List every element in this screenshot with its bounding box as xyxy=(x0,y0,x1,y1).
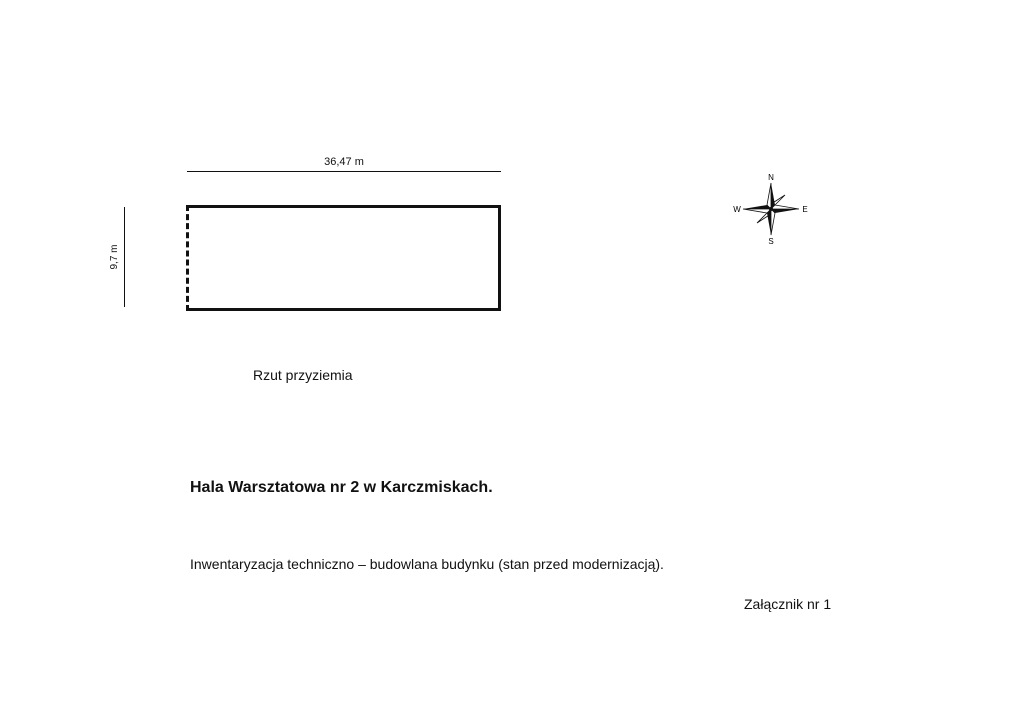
document-subtitle: Inwentaryzacja techniczno – budowlana budynku (stan przed modernizacją). xyxy=(190,556,664,572)
compass-south-label: S xyxy=(768,237,774,246)
width-dimension-line xyxy=(187,171,501,172)
attachment-label: Załącznik nr 1 xyxy=(744,596,832,612)
document-title: Hala Warsztatowa nr 2 w Karczmiskach. xyxy=(190,479,493,496)
floor-plan-outline xyxy=(186,205,501,311)
compass-west-label: W xyxy=(733,205,741,214)
compass-rose-icon xyxy=(730,172,812,246)
floor-plan-dashed-edge xyxy=(186,205,189,311)
plan-caption: Rzut przyziemia xyxy=(253,367,353,383)
compass-north-label: N xyxy=(768,173,774,182)
height-dimension-line xyxy=(124,207,125,307)
width-dimension-label: 36,47 m xyxy=(324,156,364,168)
compass-east-label: E xyxy=(802,205,808,214)
height-dimension-label: 9,7 m xyxy=(109,244,120,270)
